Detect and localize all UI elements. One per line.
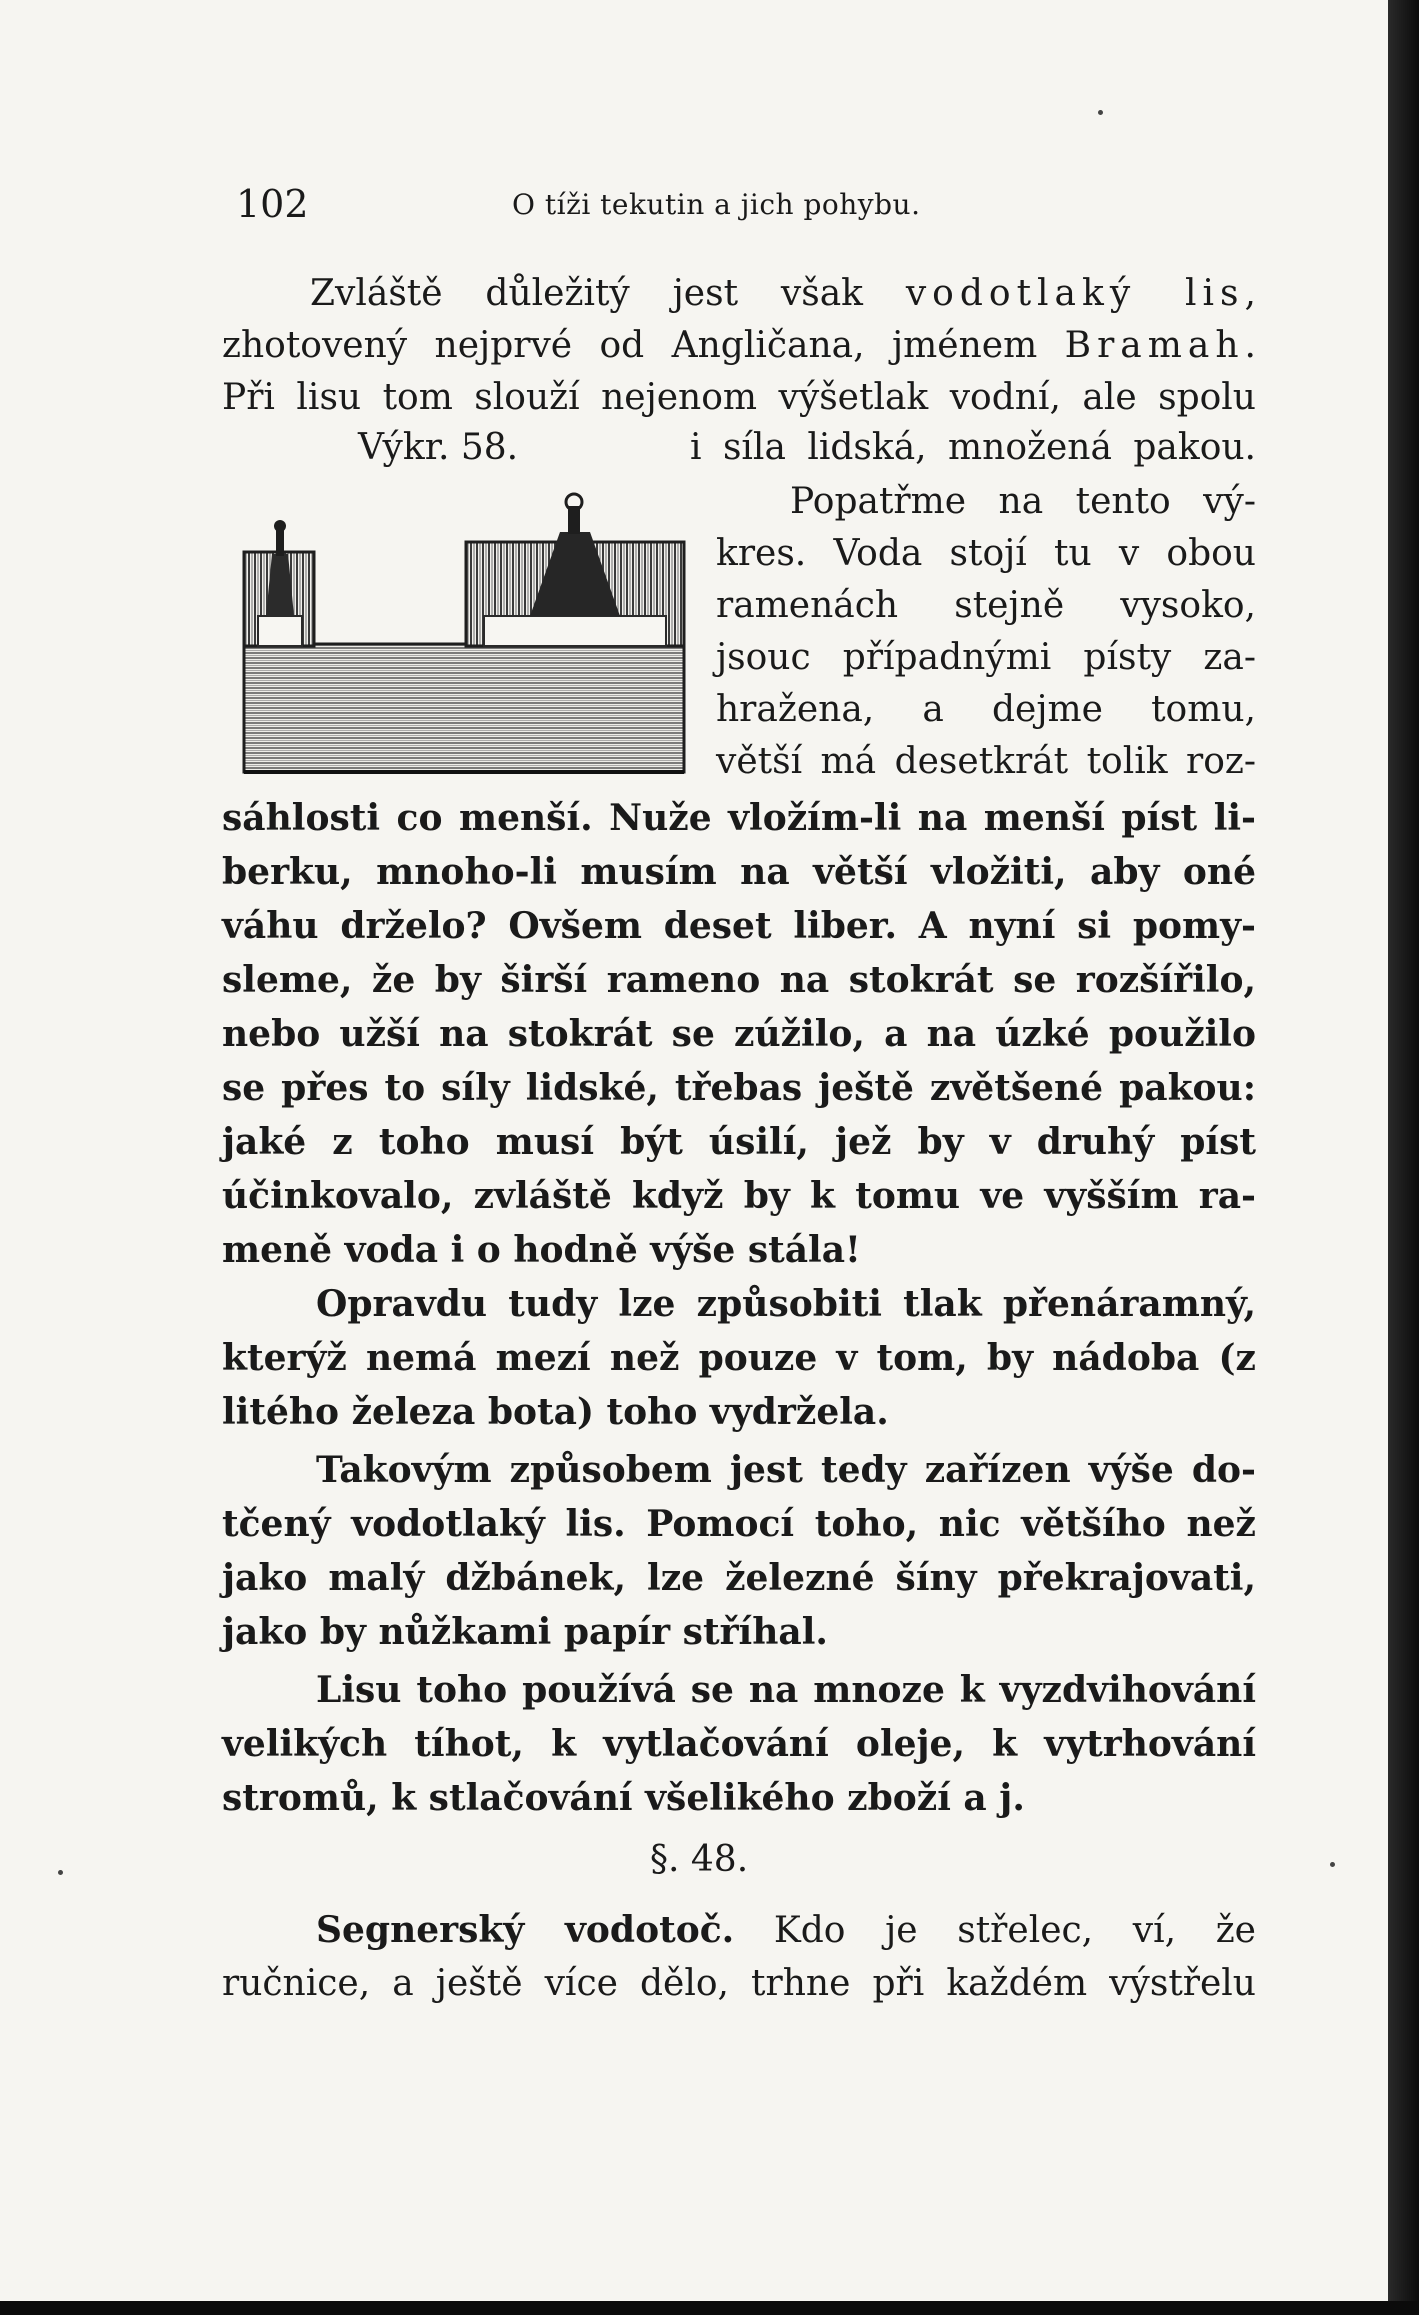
text-line: berku, mnoho-li musím na větší vložiti, aby oné	[222, 851, 1256, 893]
text-line: zhotovený nejprvé od Angličana, jménem Bramah.	[222, 325, 1256, 366]
section-number: §. 48.	[650, 1839, 749, 1880]
text-line: Opravdu tudy lze způsobiti tlak přenáramný,	[316, 1283, 1256, 1325]
term-emphasis: vodotlaký lis	[905, 273, 1245, 314]
text-line: jako malý džbánek, lze železné šíny překrajovati,	[222, 1557, 1256, 1599]
text-line: tčený vodotlaký lis. Pomocí toho, nic většího než	[222, 1503, 1256, 1545]
text-line: velikých tíhot, k vytlačování oleje, k vytrhování	[222, 1723, 1256, 1765]
speck	[58, 1870, 63, 1875]
text-line: Zvláště důležitý jest však vodotlaký lis,	[310, 273, 1256, 314]
hydraulic-press-diagram-icon	[230, 492, 692, 804]
text-line: ručnice, a ještě více dělo, trhne při každém výstřelu	[222, 1963, 1256, 2004]
text-line: kterýž nemá mezí než pouze v tom, by nádoba (z	[222, 1337, 1256, 1379]
section-heading: Segnerský vodotoč.	[316, 1909, 735, 1951]
text-line: hražena, a dejme tomu,	[716, 689, 1256, 730]
speck	[1098, 110, 1103, 115]
figure-caption: Výkr. 58.	[358, 427, 519, 468]
text-line: meně voda i o hodně výše stála!	[222, 1229, 861, 1271]
text-line: kres. Voda stojí tu v obou	[716, 533, 1256, 574]
text-line: i síla lidská, množená pakou.	[690, 427, 1256, 468]
text-line: sleme, že by širší rameno na stokrát se rozšířilo,	[222, 959, 1256, 1001]
page-number: 102	[236, 182, 309, 226]
speck	[1330, 1862, 1335, 1867]
name-emphasis: Bramah	[1064, 325, 1245, 366]
page-edge-right	[1388, 0, 1419, 2315]
running-title: O tíži tekutin a jich pohybu.	[512, 188, 921, 221]
text-line: litého železa bota) toho vydržela.	[222, 1391, 889, 1433]
text-line: větší má desetkrát tolik roz-	[716, 741, 1256, 782]
page-header	[236, 182, 1256, 232]
page-edge-bottom	[0, 2301, 1419, 2315]
text-line: stromů, k stlačování všelikého zboží a j.	[222, 1777, 1025, 1819]
text-line: ramenách stejně vysoko,	[716, 585, 1256, 626]
text-line: nebo užší na stokrát se zúžilo, a na úzké použilo	[222, 1013, 1256, 1055]
text-line: účinkovalo, zvláště když by k tomu ve vyšším ra-	[222, 1175, 1256, 1217]
text-line: jsouc případnými písty za-	[716, 637, 1256, 678]
text-line: jako by nůžkami papír stříhal.	[222, 1611, 828, 1653]
text-line: jaké z toho musí být úsilí, jež by v druhý píst	[222, 1121, 1256, 1163]
text-line: Takovým způsobem jest tedy zařízen výše do-	[316, 1449, 1256, 1491]
text-line: sáhlosti co menší. Nuže vložím-li na menší píst li-	[222, 797, 1256, 839]
text-line: se přes to síly lidské, třebas ještě zvětšené pakou:	[222, 1067, 1256, 1109]
figure-drawing	[230, 492, 692, 804]
text-line: Segnerský vodotoč. Kdo je střelec, ví, že	[316, 1909, 1256, 1951]
text-line: Popatřme na tento vý-	[790, 481, 1256, 522]
text-line: Při lisu tom slouží nejenom výšetlak vodní, ale spolu	[222, 377, 1256, 418]
text-line: Lisu toho používá se na mnoze k vyzdvihování	[316, 1669, 1256, 1711]
text-line: váhu drželo? Ovšem deset liber. A nyní si pomy-	[222, 905, 1256, 947]
